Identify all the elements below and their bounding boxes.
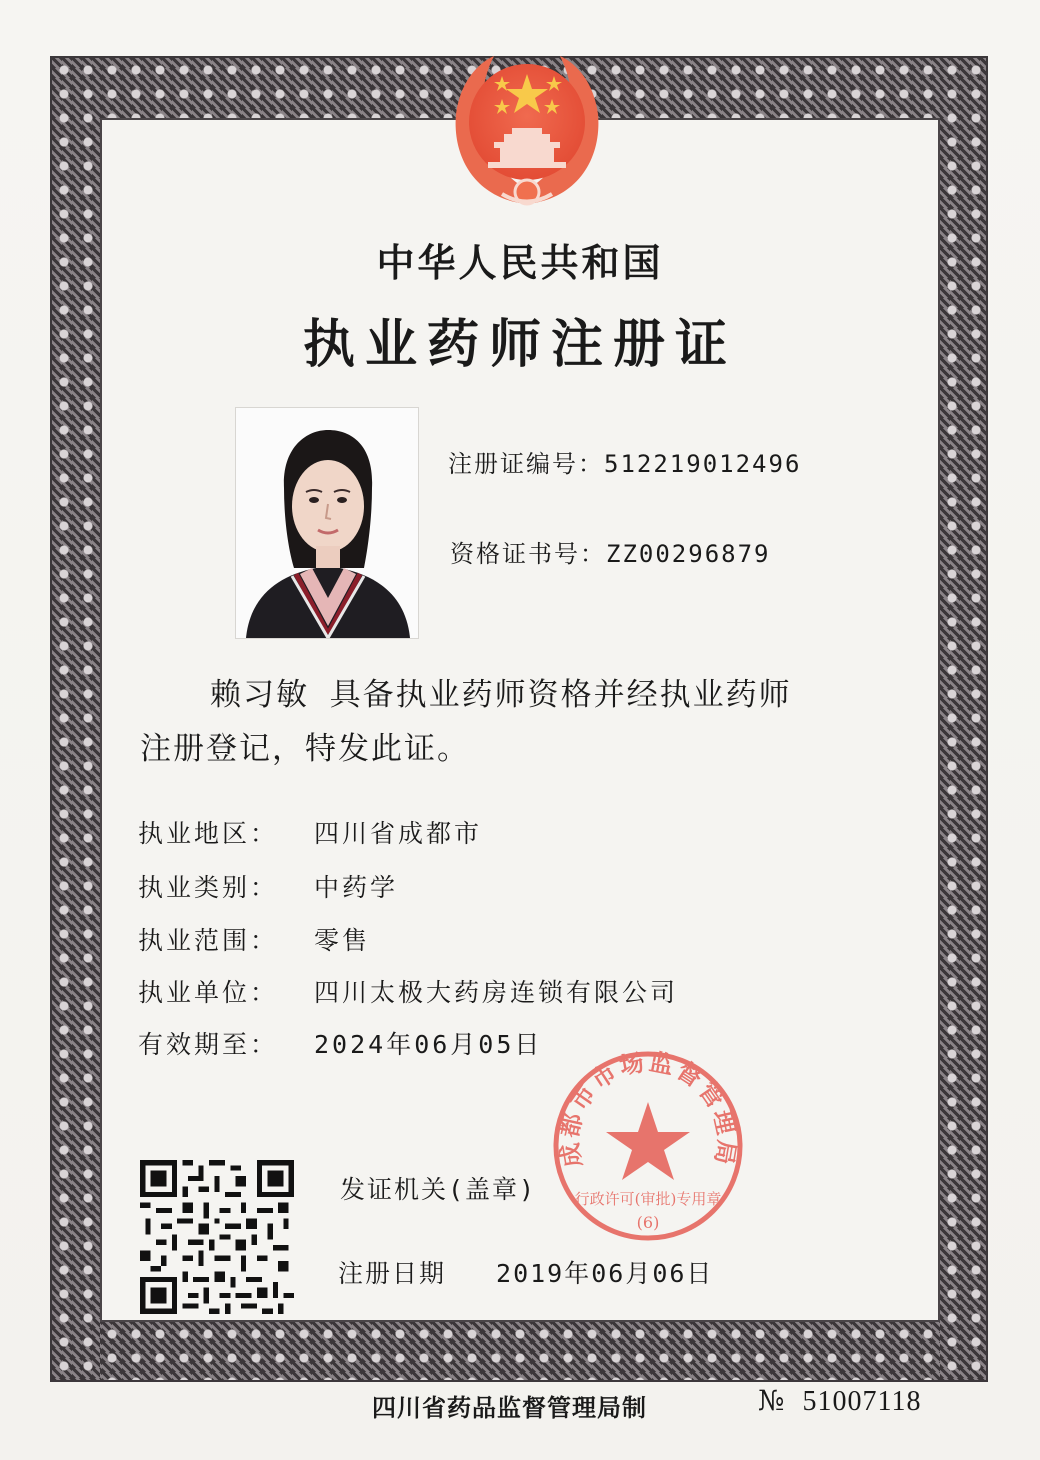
detail-label: 执业范围：: [138, 926, 279, 955]
number-sign: №: [758, 1384, 785, 1417]
country-title: 中华人民共和国: [376, 240, 664, 285]
detail-row-scope: [138, 921, 370, 957]
detail-row-valid-until: [138, 1025, 542, 1061]
detail-row-category: [138, 868, 398, 904]
detail-row-practice-area: [138, 814, 482, 850]
qualification-no-value: ZZ00296879: [606, 540, 771, 568]
registration-date-value: 2019年06月06日: [496, 1259, 714, 1288]
statement-line-1: 赖习敏 具备执业药师资格并经执业药师: [210, 677, 792, 713]
detail-value: 四川省成都市: [314, 819, 483, 848]
detail-value: 四川太极大药房连锁有限公司: [314, 978, 679, 1007]
certification-statement: [140, 668, 930, 776]
certificate-title: 执业药师注册证: [302, 314, 737, 375]
qr-code[interactable]: [136, 1160, 298, 1314]
detail-label: 有效期至：: [138, 1030, 279, 1059]
official-seal-stamp: [548, 1046, 748, 1246]
detail-row-employer: [138, 973, 678, 1009]
registration-date-label: 注册日期: [338, 1259, 447, 1288]
statement-line-2: 注册登记，特发此证。: [140, 731, 470, 767]
svg-text:(6): (6): [636, 1213, 660, 1232]
registration-date-line: [338, 1254, 713, 1290]
issuing-authority-label: 发证机关(盖章): [340, 1175, 537, 1204]
detail-label: 执业地区：: [138, 819, 279, 848]
ornamental-border-bottom: [52, 1322, 988, 1380]
svg-text:行政许可(审批)专用章: 行政许可(审批)专用章: [574, 1190, 722, 1208]
detail-value: 零售: [314, 926, 371, 955]
detail-label: 执业类别：: [138, 873, 279, 902]
registration-no-value: 512219012496: [604, 450, 802, 478]
portrait-photo: [236, 408, 418, 638]
registration-no-label: 注册证编号：: [448, 450, 604, 478]
detail-label: 执业单位：: [138, 978, 279, 1007]
registration-no-line: [448, 444, 801, 479]
national-emblem-icon: [442, 44, 612, 214]
detail-value: 2024年06月05日: [314, 1030, 543, 1059]
svg-text:成都市市场监督管理局: 成都市市场监督管理局: [554, 1046, 742, 1170]
serial-number: [758, 1384, 921, 1418]
qualification-no-line: [450, 534, 771, 569]
qualification-no-label: 资格证书号：: [450, 540, 606, 568]
serial-number-value: 51007118: [802, 1386, 922, 1417]
maker-footer: 四川省药品监督管理局制: [372, 1393, 647, 1422]
detail-value: 中药学: [314, 873, 399, 902]
